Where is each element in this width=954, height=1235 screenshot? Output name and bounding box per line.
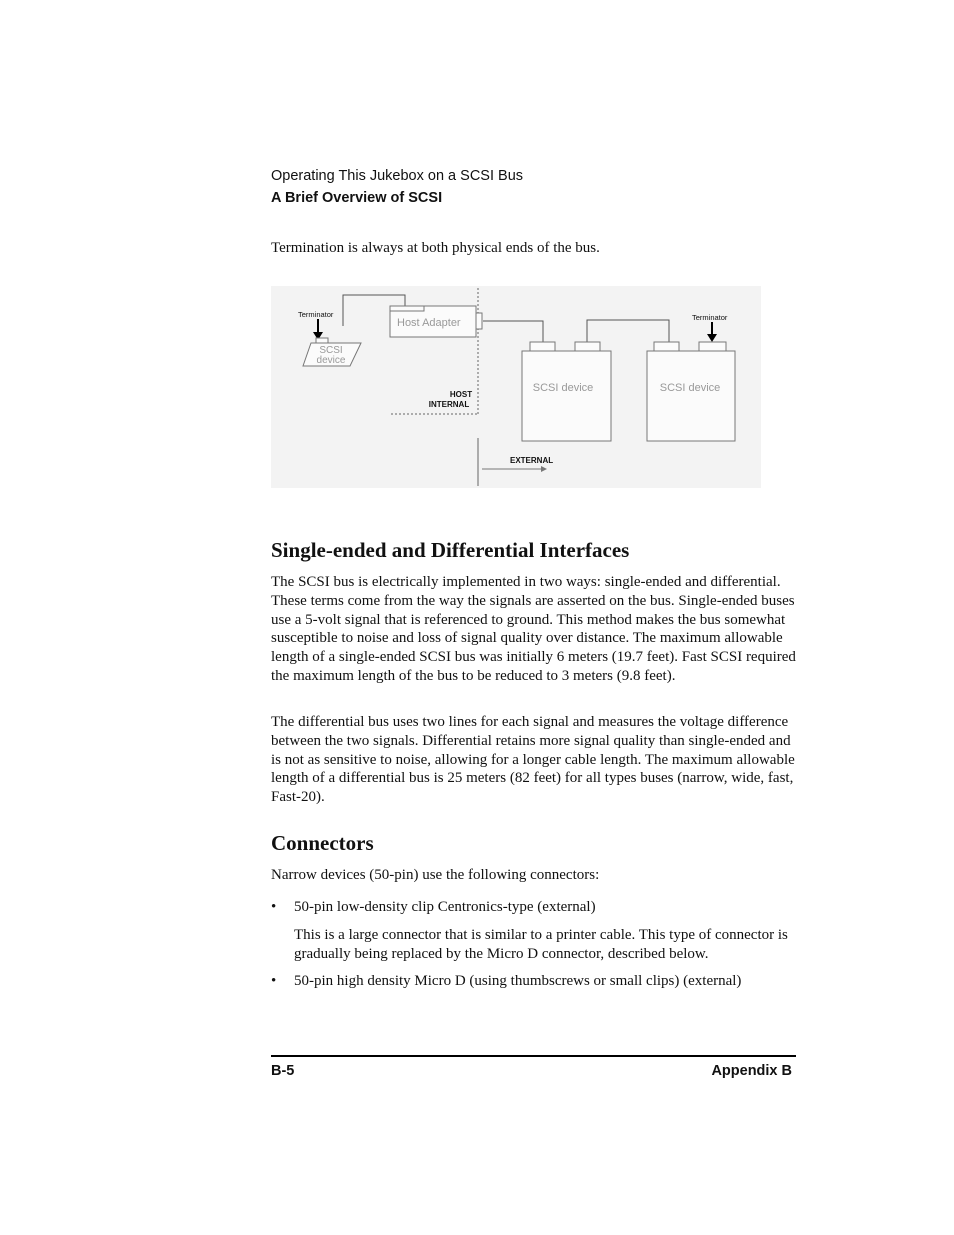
chapter-title: Operating This Jukebox on a SCSI Bus	[271, 168, 524, 184]
host-adapter-label: Host Adapter	[397, 317, 461, 329]
host-label: HOST	[449, 390, 473, 399]
list-item-text: 50-pin low-density clip Centronics-type (external)	[294, 899, 596, 915]
intro-paragraph: Termination is always at both physical ends of the bus.	[271, 240, 600, 256]
connectors-intro: Narrow devices (50-pin) use the following connectors:	[271, 867, 600, 883]
terminator-left-label: Terminator	[298, 310, 334, 319]
bullet-marker: •	[271, 899, 277, 915]
section-connectors	[271, 830, 796, 856]
scsi-device-a-label: SCSI device	[532, 382, 594, 394]
paragraph-differential: The differential bus uses two lines for each signal and measures the voltage difference between the two signals. Differential retains more signal quality than single-ended and is not as sensitive to noise, allowing for a longer cable length. The maximum allowable length of a differential bus is 25 meters (82 feet) for all types buses (narrow, wide, fast, Fast-20).	[271, 714, 795, 806]
scsi-device-b-connector-2	[699, 342, 726, 351]
paragraph-single-ended-block	[271, 573, 796, 686]
scsi-device-a-connector-1	[530, 342, 555, 351]
list-item-description: This is a large connector that is similar to a printer cable. This type of connector is gradually being replaced by the Micro D connector, described below.	[294, 927, 788, 962]
appendix-label: Appendix B	[711, 1063, 792, 1079]
list-item-text: 50-pin high density Micro D (using thumbscrews or small clips) (external)	[294, 973, 742, 989]
running-head	[271, 165, 523, 209]
heading-single-ended: Single-ended and Differential Interfaces	[271, 538, 630, 562]
scsi-device-b-label: SCSI device	[659, 382, 721, 394]
scsi-device-left-connector	[316, 338, 328, 343]
section-single-ended	[271, 537, 796, 563]
connectors-intro-block	[271, 866, 796, 885]
host-adapter-connector-side	[476, 313, 482, 329]
footer-rule	[271, 1055, 796, 1057]
scsi-device-left-label-1: SCSI	[319, 345, 343, 356]
host-adapter-connector-top	[390, 306, 424, 311]
scsi-device-b-connector-1	[654, 342, 679, 351]
scsi-termination-diagram	[271, 286, 761, 488]
heading-connectors: Connectors	[271, 831, 374, 855]
paragraph-single-ended: The SCSI bus is electrically implemented in two ways: single-ended and differential. These terms come from the way the signals are asserted on the bus. Single-ended buses use a 5-volt signal that is referenced to ground. This method makes the bus somewhat susceptible to noise and loss of signal quality over distance. The maximum allowable length of a single-ended SCSI bus was initially 6 meters (19.7 feet). Fast SCSI required the maximum length of the bus to be reduced to 3 meters (9.8 feet).	[271, 574, 796, 684]
scsi-device-left-label-2: device	[316, 355, 346, 366]
internal-label: INTERNAL	[428, 400, 470, 409]
paragraph-differential-block	[271, 713, 796, 807]
scsi-device-a-connector-2	[575, 342, 600, 351]
scsi-device-b-box	[647, 351, 735, 441]
page-number: B-5	[271, 1063, 295, 1079]
external-label: EXTERNAL	[510, 456, 554, 465]
section-title: A Brief Overview of SCSI	[271, 190, 443, 206]
bullet-marker: •	[271, 973, 277, 989]
terminator-right-label: Terminator	[692, 313, 728, 322]
scsi-device-a-box	[522, 351, 611, 441]
